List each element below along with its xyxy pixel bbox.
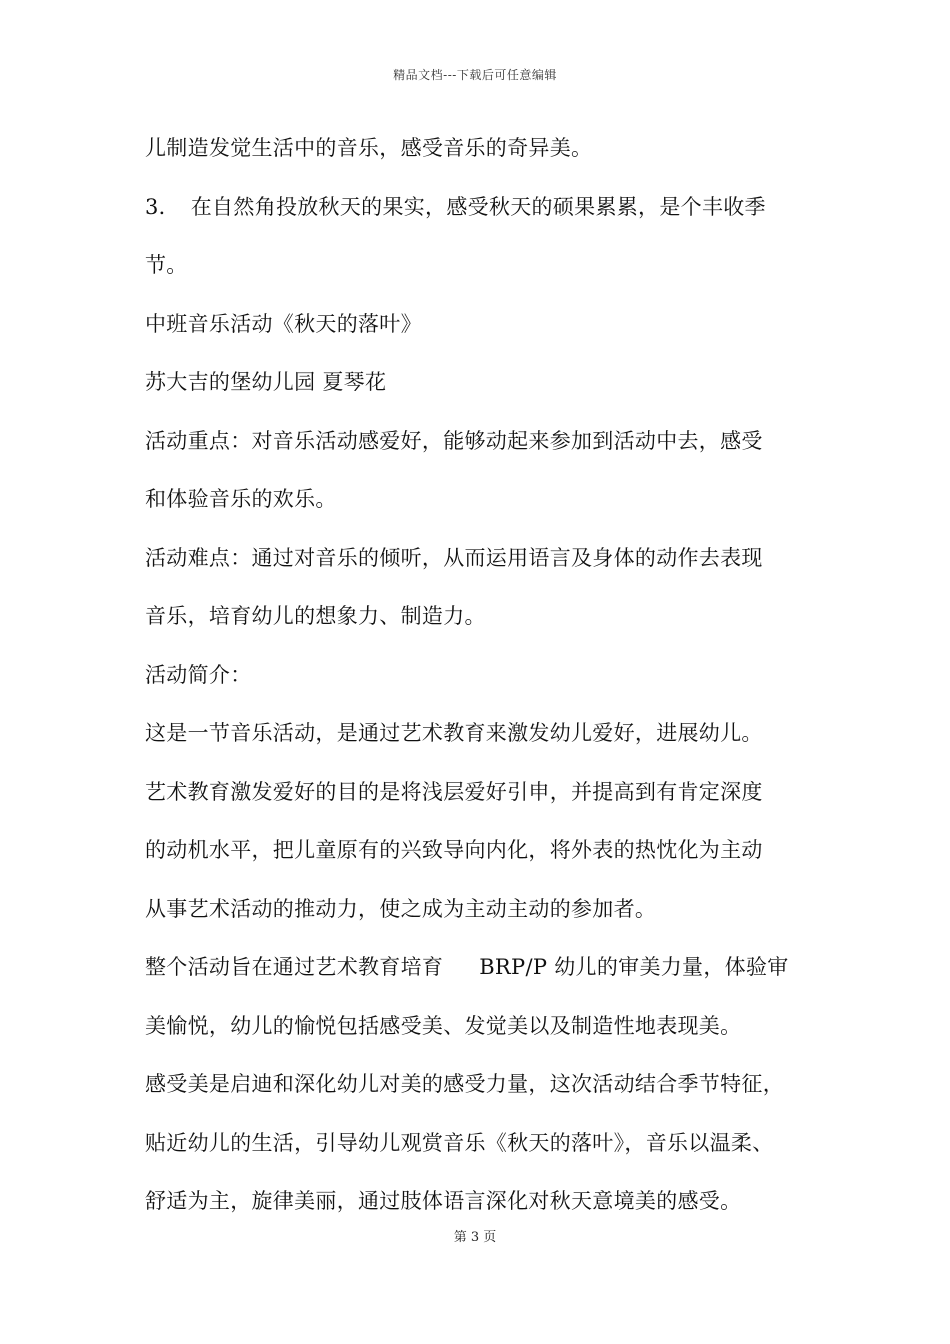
text-line: 和体验音乐的欢乐。 xyxy=(145,487,337,511)
text-line: 活动重点：对音乐活动感爱好，能够动起来参加到活动中去，感受 xyxy=(145,428,763,453)
list-item-3: 3． 在自然角投放秋天的果实，感受秋天的硕果累累，是个丰收季 xyxy=(145,194,766,219)
text-line: 艺术教育激发爱好的目的是将浅层爱好引申，并提高到有肯定深度 xyxy=(145,779,763,804)
text-line: 感受美是启迪和深化幼儿对美的感受力量，这次活动结合季节特征， xyxy=(145,1072,784,1096)
text-line: 美愉悦，幼儿的愉悦包括感受美、发觉美以及制造性地表现美。 xyxy=(145,1013,742,1038)
text-line: 音乐，培育幼儿的想象力、制造力。 xyxy=(145,604,486,628)
text-line: 活动简介： xyxy=(145,662,252,687)
text-line: 舒适为主，旋律美丽，通过肢体语言深化对秋天意境美的感受。 xyxy=(145,1189,742,1213)
page-number: 第 3 页 xyxy=(453,1230,497,1245)
author-line: 苏大吉的堡幼儿园 夏琴花 xyxy=(145,370,387,394)
text-line: 的动机水平，把儿童原有的兴致导向内化，将外表的热忱化为主动 xyxy=(145,838,763,862)
text-line: 从事艺术活动的推动力，使之成为主动主动的参加者。 xyxy=(145,896,657,921)
text-line: 这是一节音乐活动，是通过艺术教育来激发幼儿爱好，进展幼儿。 xyxy=(145,721,763,745)
text-line: 活动难点：通过对音乐的倾听，从而运用语言及身体的动作去表现 xyxy=(145,545,763,570)
document-body xyxy=(145,128,825,1240)
text-segment: 整个活动旨在通过艺术教育培育 xyxy=(145,955,444,979)
text-line: 贴近幼儿的生活，引导幼儿观赏音乐《秋天的落叶》，音乐以温柔、 xyxy=(145,1130,774,1155)
text-line-split xyxy=(145,947,825,1006)
text-line: 儿制造发觉生活中的音乐，感受音乐的奇异美。 xyxy=(145,136,593,160)
text-line: 节。 xyxy=(145,253,188,277)
text-segment: BRP/P 幼儿的审美力量，体验审 xyxy=(479,955,789,979)
section-title: 中班音乐活动《秋天的落叶》 xyxy=(145,311,422,336)
page-header: 精品文档---下载后可任意编辑 xyxy=(393,68,557,82)
